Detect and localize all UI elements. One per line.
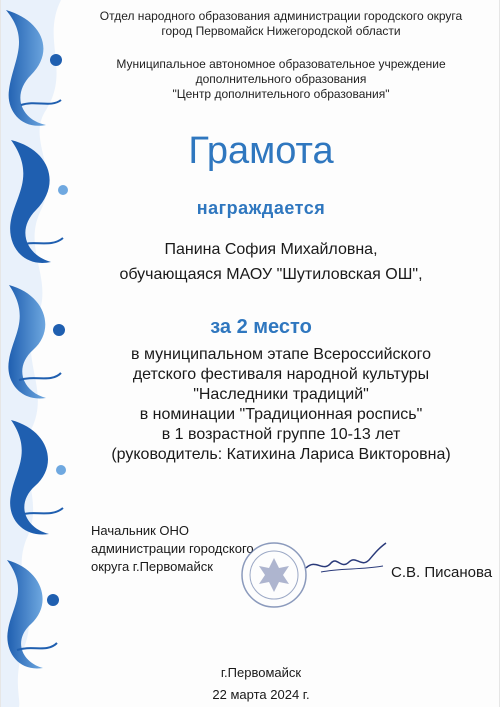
handwritten-signature [301, 538, 391, 583]
awarded-label: награждается [196, 198, 326, 218]
position-line-2: администрации городского [91, 541, 254, 556]
signer-position [91, 522, 254, 576]
certificate-title: Грамота [188, 130, 334, 172]
body-line: (руководитель: Катихина Лариса Викторовна) [111, 446, 451, 463]
department-line-2: город Первомайск Нижегородской области [161, 24, 401, 38]
recipient-block [61, 237, 481, 287]
issue-date: 22 марта 2024 г. [212, 687, 310, 702]
official-seal [239, 540, 309, 610]
institution-line-2: дополнительного образования [195, 72, 367, 86]
body-line: в номинации "Традиционная роспись" [139, 406, 423, 423]
body-line: в муниципальном этапе Всероссийского [131, 346, 431, 363]
signer-name: С.В. Писанова [391, 564, 493, 581]
institution-line-3: "Центр дополнительного образования" [172, 87, 390, 101]
position-line-3: округа г.Первомайск [91, 559, 213, 574]
institution-header [71, 57, 491, 102]
institution-line-1: Муниципальное автономное образовательное учреждение [116, 57, 446, 71]
award-description [71, 345, 491, 465]
body-line: в 1 возрастной группе 10-13 лет [161, 426, 401, 443]
body-line: "Наследники традиций" [193, 386, 369, 403]
department-header [71, 9, 491, 39]
department-line-1: Отдел народного образования администрации городского округа [99, 9, 463, 23]
place-label: за 2 место [210, 316, 312, 338]
recipient-school: обучающаяся МАОУ "Шутиловская ОШ", [119, 266, 423, 283]
position-line-1: Начальник ОНО [91, 523, 190, 538]
body-line: детского фестиваля народной культуры [132, 366, 430, 383]
issue-city: г.Первомайск [220, 665, 302, 680]
issue-footer [61, 662, 461, 706]
recipient-name: Панина София Михайловна, [164, 241, 378, 258]
